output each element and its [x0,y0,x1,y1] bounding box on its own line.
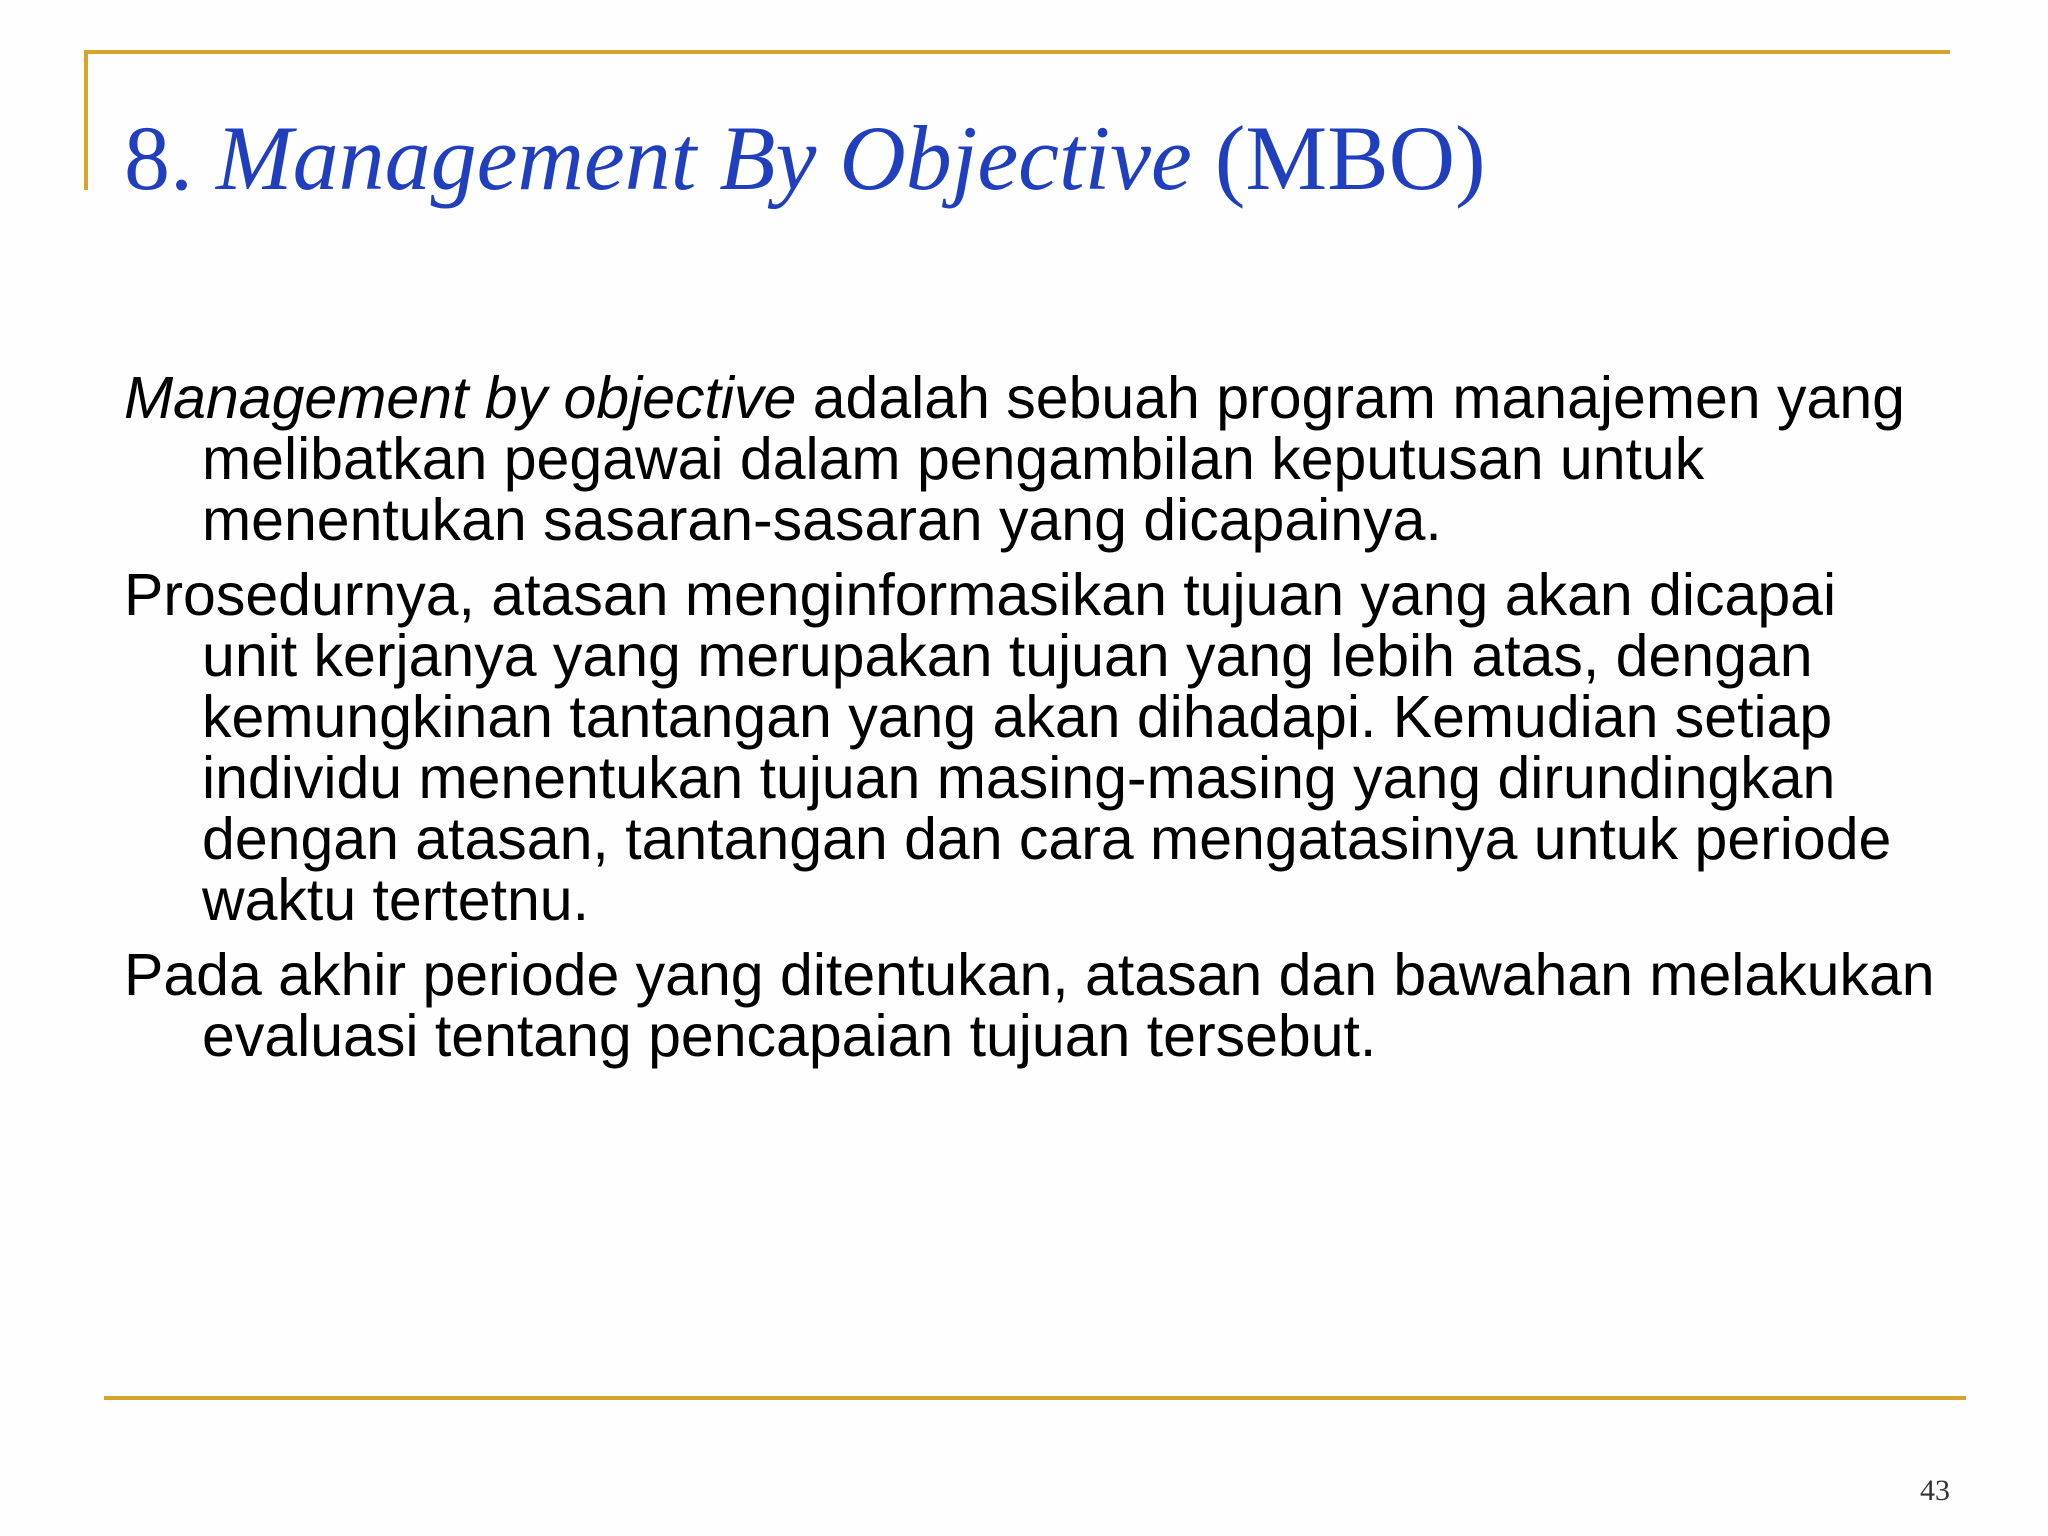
left-frame-line [84,50,88,190]
title-number: 8. [124,107,216,209]
paragraph-evaluation [124,942,1944,1069]
paragraph-definition [124,365,1944,553]
paragraph-procedure-text: Prosedurnya, atasan menginformasikan tujuan yang akan dicapai unit kerjanya yang merupakan tujuan yang lebih atas, dengan kemungkinan tantangan yang akan dihadapi. Kemudian setiap individu menentukan tujuan masing-masing yang dirundingkan dengan atasan, tantangan dan cara mengatasinya untuk periode waktu tertetnu. [124,562,1892,933]
slide-title [124,107,1486,209]
paragraph-definition-term: Management by objective [124,365,797,431]
title-italic: Management By Objective [216,107,1192,209]
page-number: 43 [1920,1474,1950,1507]
paragraph-definition-text: adalah sebuah program manajemen yang melibatkan pegawai dalam pengambilan keputusan untuk menentukan sasaran-sasaran yang dicapainya. [202,365,1905,553]
footer-line [104,1396,1966,1400]
title-suffix: (MBO) [1191,107,1486,209]
paragraph-evaluation-text: Pada akhir periode yang ditentukan, atasan dan bawahan melakukan evaluasi tentang pencapaian tujuan tersebut. [124,942,1935,1069]
paragraph-procedure [124,562,1944,933]
top-frame-line [84,50,1950,54]
slide-body [124,365,1944,1081]
